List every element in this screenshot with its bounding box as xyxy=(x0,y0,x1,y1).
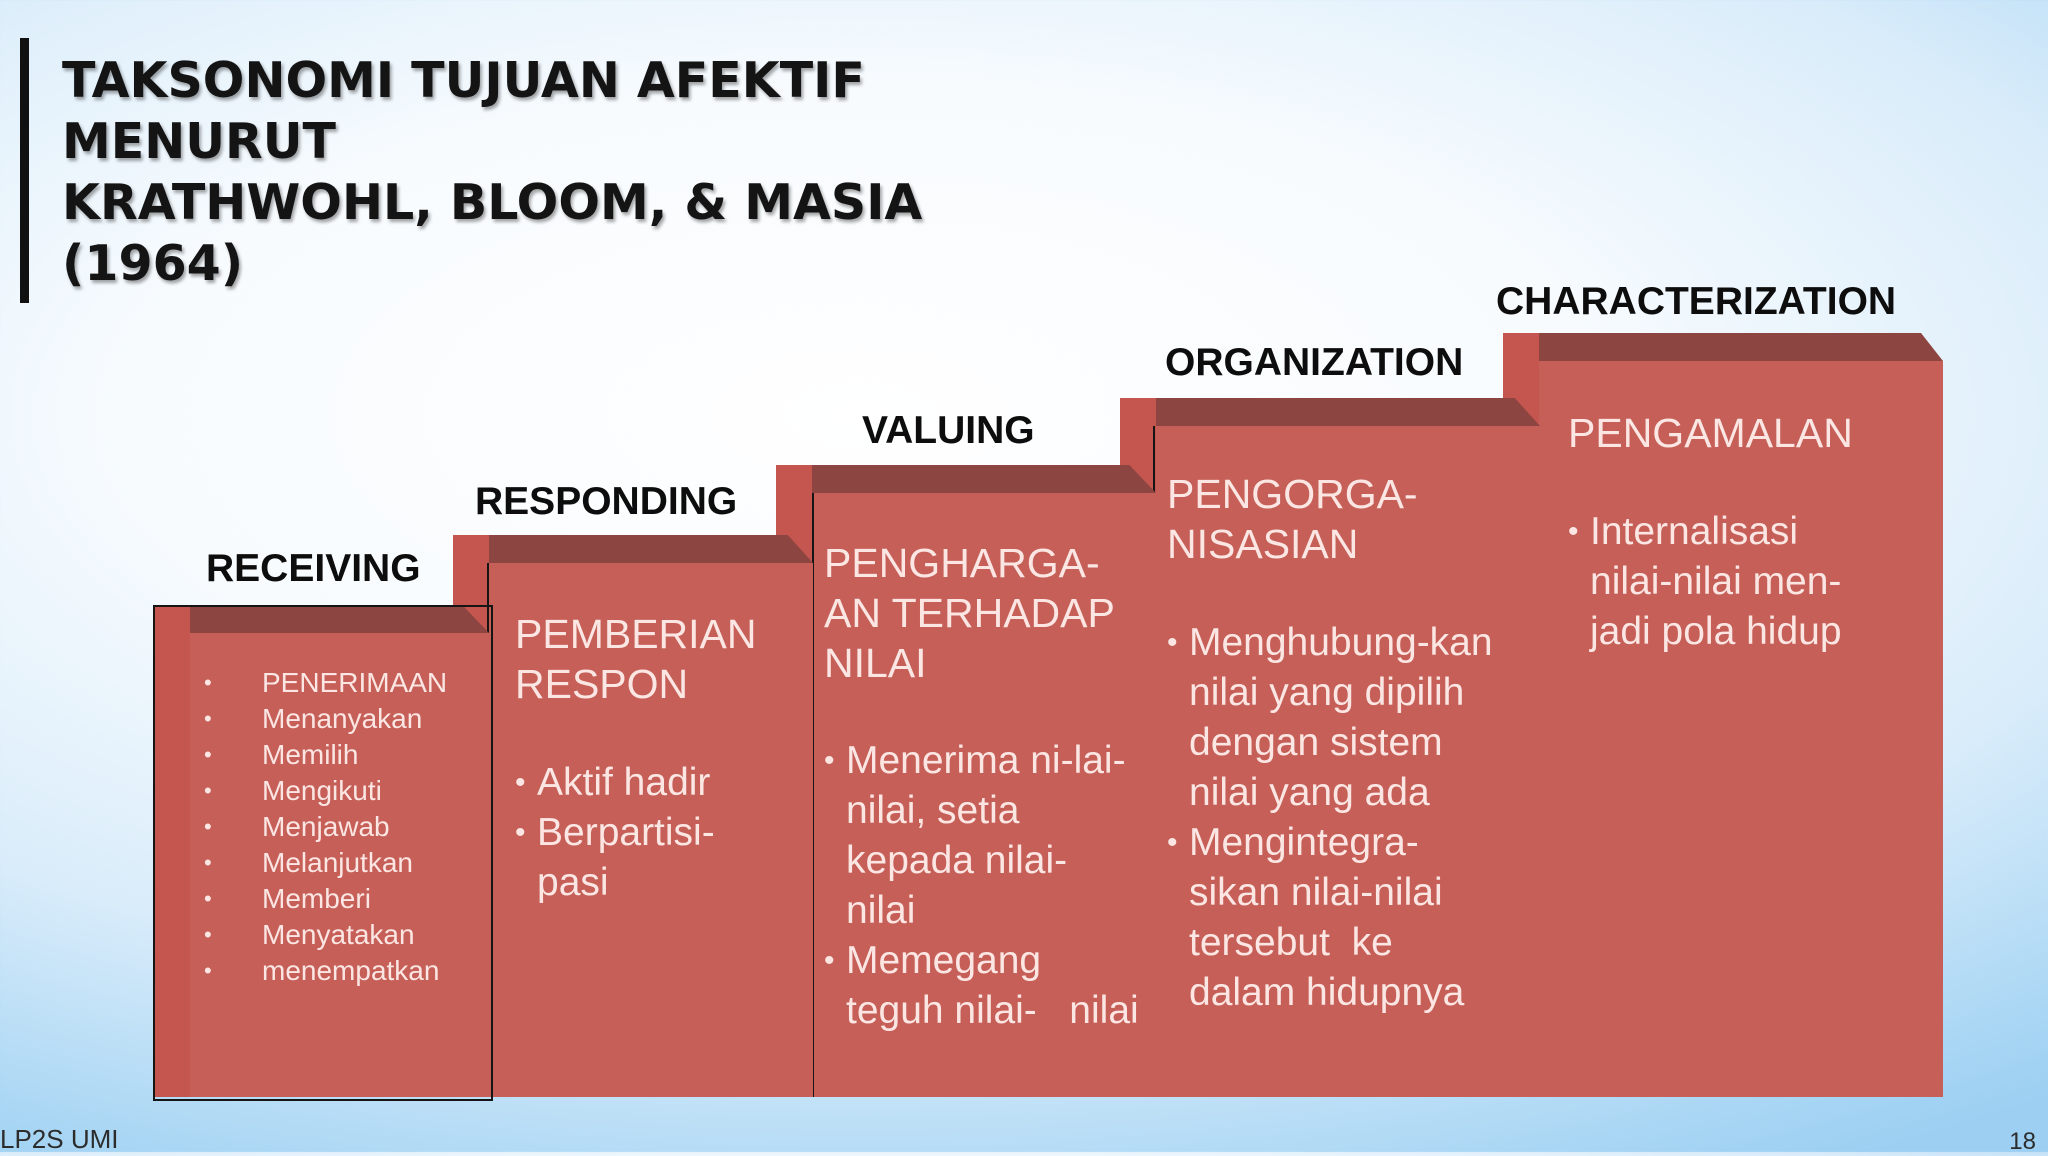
organization-heading xyxy=(1167,469,1418,569)
bullet-line: • Aktif hadir xyxy=(537,761,711,804)
receiving-list xyxy=(200,665,447,989)
bullet-line: kepada nilai- xyxy=(846,839,1068,882)
step-top xyxy=(776,465,1156,493)
bullet-line: nilai yang ada xyxy=(1189,771,1430,814)
valuing-heading xyxy=(824,538,1115,688)
bullet-item xyxy=(824,736,1139,936)
heading-line: NILAI xyxy=(824,640,927,686)
list-item: • Menyatakan xyxy=(200,917,447,953)
step-label-valuing: VALUING xyxy=(862,409,1035,452)
list-item: • Menanyakan xyxy=(200,701,447,737)
step-label-organization: ORGANIZATION xyxy=(1165,341,1464,384)
bullet-line: nilai-nilai men- xyxy=(1590,560,1842,603)
bullet-line: • Internalisasi xyxy=(1590,510,1799,553)
bullet-line: dengan sistem xyxy=(1189,721,1443,764)
valuing-bullets xyxy=(824,736,1139,1036)
bullet-item xyxy=(515,808,715,908)
list-item: • PENERIMAAN xyxy=(200,665,447,701)
heading-line: NISASIAN xyxy=(1167,521,1359,567)
step-top xyxy=(453,535,813,563)
footer-organization: LP2S UMI xyxy=(0,1124,119,1154)
bullet-line: • Berpartisi- xyxy=(537,811,715,854)
page-number: 18 xyxy=(2009,1128,2036,1155)
title-line: MENURUT xyxy=(62,113,336,170)
title-line: (1964) xyxy=(62,235,244,292)
bullet-line: nilai yang dipilih xyxy=(1189,671,1465,714)
bullet-line: nilai, setia xyxy=(846,789,1020,832)
step-label-receiving: RECEIVING xyxy=(206,547,421,590)
title-line: TAKSONOMI TUJUAN AFEKTIF xyxy=(62,52,865,109)
bullet-line: sikan nilai-nilai xyxy=(1189,871,1443,914)
bullet-item xyxy=(1568,507,1842,657)
bullet-item xyxy=(515,758,715,808)
step-top xyxy=(1503,333,1943,361)
list-item: • Memberi xyxy=(200,881,447,917)
bullet-line: • Mengintegra- xyxy=(1189,821,1419,864)
bullet-item xyxy=(1167,818,1493,1018)
step-label-characterization: CHARACTERIZATION xyxy=(1496,280,1897,323)
list-item: • Menjawab xyxy=(200,809,447,845)
bullet-item xyxy=(824,936,1139,1036)
bullet-line: pasi xyxy=(537,861,609,904)
bullet-line: • Memegang xyxy=(846,939,1042,982)
list-item: • Melanjutkan xyxy=(200,845,447,881)
bullet-line: teguh nilai- nilai xyxy=(846,989,1139,1032)
heading-line: PENGAMALAN xyxy=(1568,410,1853,456)
step-top xyxy=(1120,398,1540,426)
characterization-heading xyxy=(1568,408,1853,458)
bullet-line: • Menghubung-kan xyxy=(1189,621,1493,664)
bullet-line: dalam hidupnya xyxy=(1189,971,1465,1014)
step-label-responding: RESPONDING xyxy=(475,480,738,523)
organization-bullets xyxy=(1167,618,1493,1018)
heading-line: PENGORGA- xyxy=(1167,471,1418,517)
bullet-line: • Menerima ni-lai- xyxy=(846,739,1126,782)
heading-line: PEMBERIAN xyxy=(515,611,757,657)
step-face xyxy=(1539,361,1943,1097)
heading-line: RESPON xyxy=(515,661,689,707)
bullet-line: nilai xyxy=(846,889,916,932)
list-item: • Memilih xyxy=(200,737,447,773)
characterization-bullets xyxy=(1568,507,1842,657)
slide-title xyxy=(62,50,922,294)
list-item: • menempatkan xyxy=(200,953,447,989)
responding-heading xyxy=(515,609,757,709)
bullet-line: tersebut ke xyxy=(1189,921,1393,964)
bullet-line: jadi pola hidup xyxy=(1590,610,1842,653)
heading-line: AN TERHADAP xyxy=(824,590,1115,636)
bullet-item xyxy=(1167,618,1493,818)
title-line: KRATHWOHL, BLOOM, & MASIA xyxy=(62,174,923,231)
list-item: • Mengikuti xyxy=(200,773,447,809)
heading-line: PENGHARGA- xyxy=(824,540,1100,586)
title-accent-bar xyxy=(20,38,29,303)
responding-bullets xyxy=(515,758,715,908)
